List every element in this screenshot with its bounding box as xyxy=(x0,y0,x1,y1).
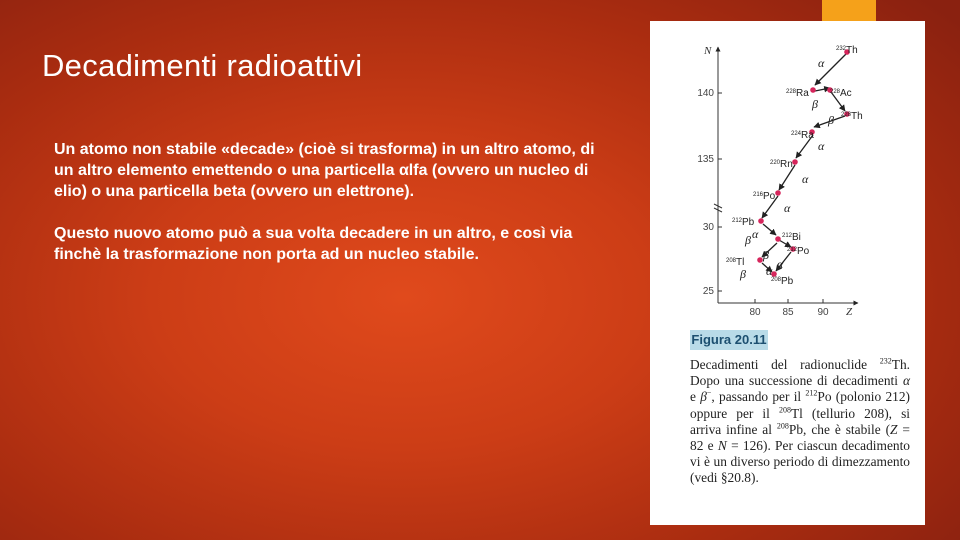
nuclide-label: $^{212}$Bi xyxy=(782,232,801,243)
nuclide-dot xyxy=(810,87,816,93)
alpha-label: α xyxy=(752,227,759,241)
nuclide-label: $^{224}$Ra xyxy=(791,130,814,141)
y-tick-label: 30 xyxy=(702,222,714,233)
x-tick-label: 90 xyxy=(817,307,829,318)
beta-label: β xyxy=(763,248,769,262)
alpha-label: α xyxy=(784,201,791,215)
paragraph-decay-definition: Un atomo non stabile «decade» (cioè si trasforma) in un altro atomo, di un altro elemento emettendo o una particella αlfa (ovvero un nucleo di elio) o una particella beta (ovvero un elettrone). xyxy=(54,141,595,200)
y-tick-label: 25 xyxy=(702,286,714,297)
slide-title: Decadimenti radioattivi xyxy=(42,48,363,83)
beta-label: β xyxy=(740,267,746,281)
nuclide-label: $^{232}$Th xyxy=(836,45,858,56)
beta-label: β xyxy=(812,97,818,111)
nuclide-dot xyxy=(792,159,798,165)
x-axis-label: Z xyxy=(846,306,853,318)
nuclide-label: $^{208}$Tl xyxy=(726,257,745,268)
beta-label: β xyxy=(828,113,834,127)
figure-caption: Decadimenti del radionuclide $^{232}$Th. Dopo una successione di decadimenti α e β−, passando per il $^{212}$Po (polonio 212) oppure per il $^{208}$Tl (tellurio 208), si arriva infine al $^{208}$Pb, che è stabile (Z = 82 e N = 126). Per ciascun decadimento vi è un diverso periodo di dimezzamento (vedi §20.8). xyxy=(690,356,911,486)
x-tick-label: 80 xyxy=(749,307,761,318)
nuclide-dot xyxy=(757,257,763,263)
accent-bar xyxy=(822,0,876,21)
beta-decay-arrow xyxy=(779,240,791,247)
nuclide-label: $^{228}$Ac xyxy=(830,88,852,99)
alpha-label: α xyxy=(777,257,784,271)
nuclide-label: $^{212}$Po xyxy=(787,246,810,257)
nuclide-label: $^{228}$Th xyxy=(841,111,863,122)
x-tick-label: 85 xyxy=(782,307,794,318)
nuclide-label: $^{228}$Ra xyxy=(786,88,809,99)
paragraph-decay-chain: Questo nuovo atomo può a sua volta decadere in un altro, e così via finchè la trasformazione non porta ad un nucleo stabile. xyxy=(54,225,573,263)
alpha-label: α xyxy=(818,56,825,70)
nuclide-dot xyxy=(775,236,781,242)
alpha-label: α xyxy=(766,264,773,278)
y-tick-label: 140 xyxy=(697,88,714,99)
decay-chain-diagram xyxy=(650,21,925,321)
alpha-label: α xyxy=(802,172,809,186)
figure-panel xyxy=(650,21,925,525)
nuclide-label: $^{208}$Pb xyxy=(771,276,794,287)
y-axis-label: N xyxy=(704,45,712,57)
nuclide-dot xyxy=(758,218,764,224)
y-tick-label: 135 xyxy=(697,154,714,165)
alpha-label: α xyxy=(818,139,825,153)
nuclide-label: $^{216}$Po xyxy=(753,191,776,202)
beta-decay-arrow xyxy=(763,224,776,235)
figure-label: Figura 20.11 xyxy=(690,330,768,350)
slide-body xyxy=(54,139,614,286)
beta-label: β xyxy=(745,233,751,247)
nuclide-dot xyxy=(775,190,781,196)
nuclide-label: $^{220}$Rn xyxy=(770,159,793,170)
nuclide-label: $^{212}$Pb xyxy=(732,217,755,228)
